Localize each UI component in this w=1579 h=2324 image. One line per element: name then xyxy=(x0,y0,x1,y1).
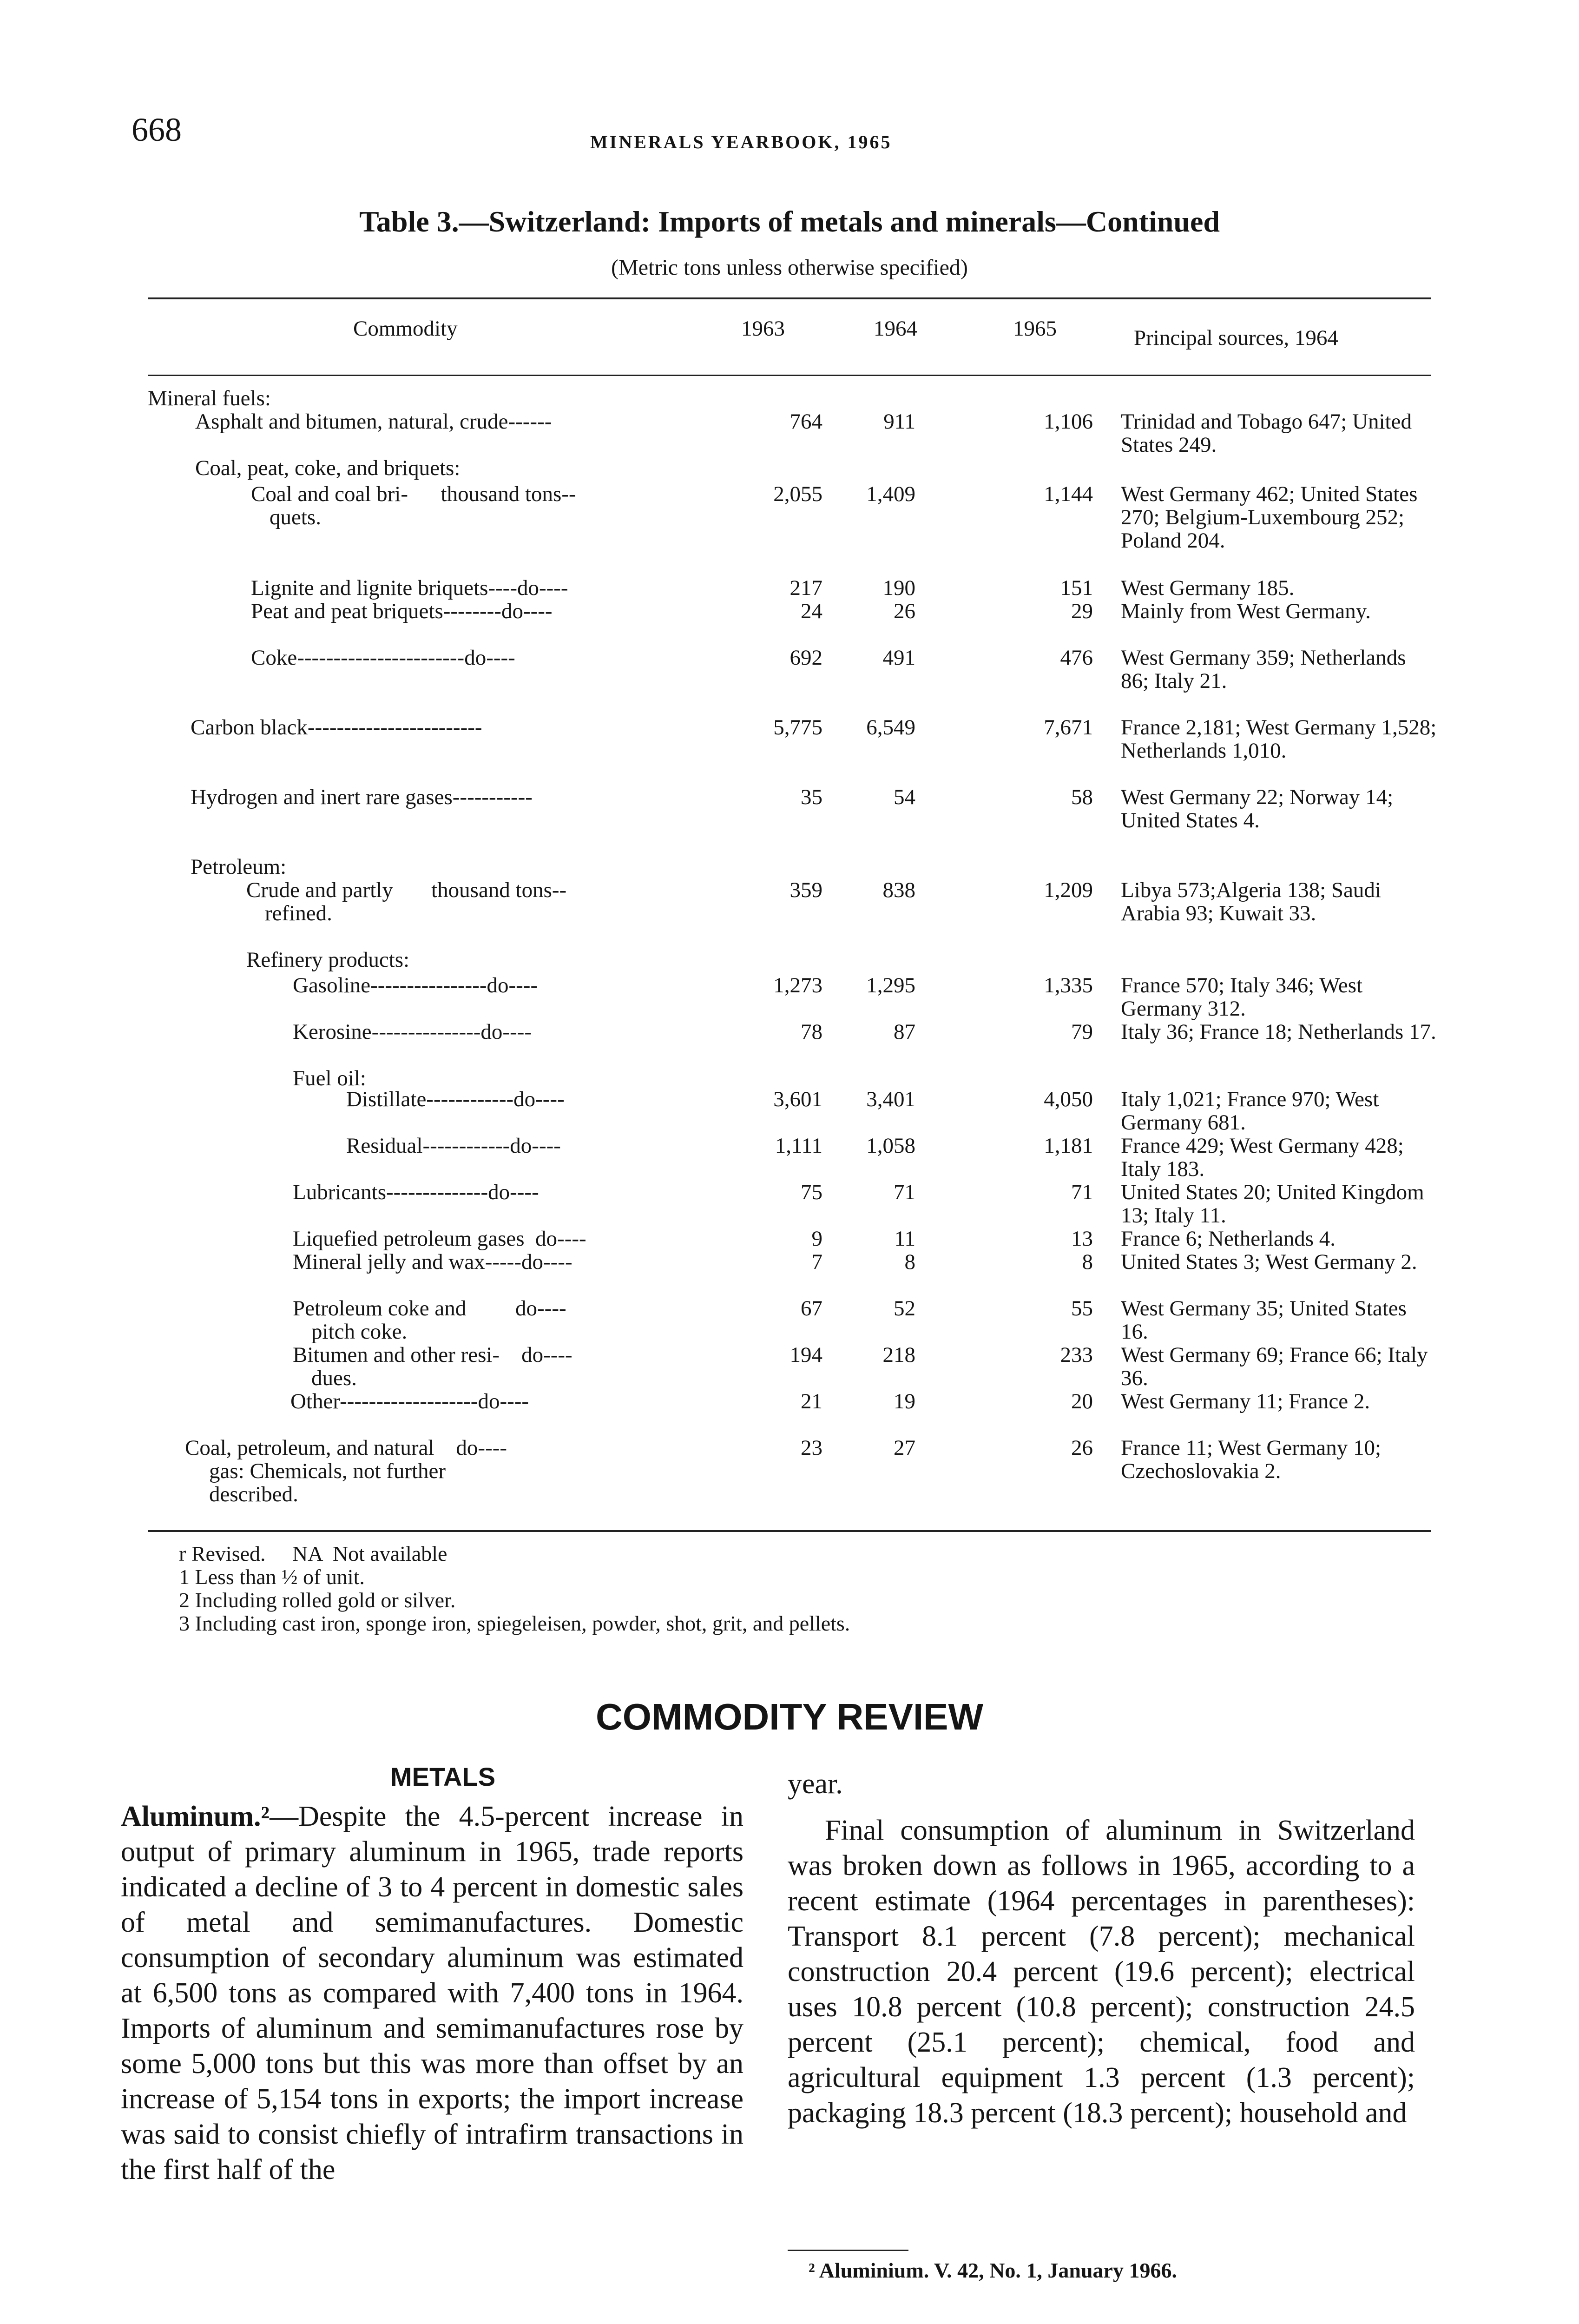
principal-sources: West Germany 462; United States 270; Belgium-Luxembourg 252; Poland 204. xyxy=(1121,482,1418,553)
left-column-text xyxy=(121,1799,743,2187)
row-label: Petroleum: xyxy=(191,855,287,879)
value-1963: 1,111 xyxy=(775,1134,822,1158)
value-1963: 23 xyxy=(801,1436,822,1460)
table-subtitle: (Metric tons unless otherwise specified) xyxy=(611,255,968,280)
row-label: Liquefied petroleum gases do---- xyxy=(293,1227,586,1251)
row-label-continued: gas: Chemicals, not further xyxy=(209,1459,446,1483)
value-1963: 7 xyxy=(811,1250,822,1274)
row-label: Other-------------------do---- xyxy=(290,1389,529,1413)
value-1965: 7,671 xyxy=(1044,715,1093,739)
value-1965: 151 xyxy=(1060,576,1093,600)
row-label-continued: described. xyxy=(209,1482,298,1506)
table-footnote: 2 Including rolled gold or silver. xyxy=(179,1588,456,1612)
value-1965: 8 xyxy=(1082,1250,1093,1274)
row-label: Bitumen and other resi- do---- xyxy=(293,1343,572,1367)
value-1963: 217 xyxy=(790,576,822,600)
row-label: Residual------------do---- xyxy=(346,1134,561,1158)
value-1964: 11 xyxy=(894,1227,915,1251)
value-1964: 52 xyxy=(894,1296,915,1320)
table-bottom-rule xyxy=(148,1530,1431,1532)
column-header-1964: 1964 xyxy=(874,317,917,341)
table-footnote: 1 Less than ½ of unit. xyxy=(179,1565,365,1589)
value-1964: 71 xyxy=(894,1180,915,1204)
page-number: 668 xyxy=(132,111,182,148)
value-1964: 218 xyxy=(882,1343,915,1367)
principal-sources: Trinidad and Tobago 647; United States 249. xyxy=(1121,409,1412,457)
value-1964: 87 xyxy=(894,1020,915,1044)
value-1963: 9 xyxy=(811,1227,822,1251)
value-1965: 1,209 xyxy=(1044,878,1093,902)
value-1963: 194 xyxy=(790,1343,822,1367)
paragraph-body: —Despite the 4.5-percent increase in output of primary aluminum in 1965, trade reports indicated a decline of 3 to 4 percent in domestic sales of metal and semimanufactures. Domestic consumption of secondary aluminum was estimated at 6,500 tons as compared with 7,400 tons in 1964. Imports of aluminum and semimanufactures rose by some 5,000 tons but this was more than offset by an increase of 5,154 tons in exports; the import increase was said to consist chiefly of intrafirm transactions in the first half of the xyxy=(121,1801,743,2185)
row-label: Coal, petroleum, and natural do---- xyxy=(185,1436,507,1460)
value-1965: 79 xyxy=(1071,1020,1093,1044)
principal-sources: France 429; West Germany 428; Italy 183. xyxy=(1121,1134,1404,1181)
value-1964: 1,058 xyxy=(866,1134,915,1158)
principal-sources: West Germany 69; France 66; Italy 36. xyxy=(1121,1343,1428,1390)
table-footnote: 3 Including cast iron, sponge iron, spiegeleisen, powder, shot, grit, and pellets. xyxy=(179,1611,850,1635)
value-1965: 476 xyxy=(1060,646,1093,670)
running-head: MINERALS YEARBOOK, 1965 xyxy=(590,132,892,152)
value-1963: 21 xyxy=(801,1389,822,1413)
row-label: Carbon black------------------------ xyxy=(191,715,482,739)
row-label: Kerosine---------------do---- xyxy=(293,1020,532,1044)
row-label: Hydrogen and inert rare gases----------- xyxy=(191,785,533,809)
row-label: Petroleum coke and do---- xyxy=(293,1296,566,1320)
value-1964: 3,401 xyxy=(866,1087,915,1111)
value-1964: 54 xyxy=(894,785,915,809)
principal-sources: West Germany 359; Netherlands 86; Italy 21. xyxy=(1121,646,1406,693)
column-header-1965: 1965 xyxy=(1013,317,1057,341)
principal-sources: West Germany 11; France 2. xyxy=(1121,1389,1370,1413)
value-1964: 838 xyxy=(882,878,915,902)
row-label: Mineral fuels: xyxy=(148,386,271,410)
value-1964: 1,295 xyxy=(866,973,915,997)
row-label: Fuel oil: xyxy=(293,1066,366,1090)
row-label: Asphalt and bitumen, natural, crude------ xyxy=(195,409,552,434)
value-1965: 13 xyxy=(1071,1227,1093,1251)
value-1965: 1,144 xyxy=(1044,482,1093,506)
value-1965: 1,181 xyxy=(1044,1134,1093,1158)
row-label-continued: refined. xyxy=(265,901,332,925)
principal-sources: Mainly from West Germany. xyxy=(1121,599,1371,623)
column-header-sources: Principal sources, 1964 xyxy=(1134,326,1338,350)
value-1964: 6,549 xyxy=(866,715,915,739)
footnote-rule xyxy=(788,2250,908,2251)
value-1964: 26 xyxy=(894,599,915,623)
value-1965: 233 xyxy=(1060,1343,1093,1367)
table-title: Table 3.—Switzerland: Imports of metals and minerals—Continued xyxy=(359,205,1220,238)
principal-sources: Libya 573;Algeria 138; Saudi Arabia 93; Kuwait 33. xyxy=(1121,878,1381,925)
row-label-continued: quets. xyxy=(270,505,321,529)
paragraph-lead: Aluminum.² xyxy=(121,1801,270,1832)
column-header-commodity: Commodity xyxy=(353,317,458,341)
principal-sources: West Germany 35; United States 16. xyxy=(1121,1296,1407,1344)
value-1964: 911 xyxy=(883,409,915,434)
principal-sources: West Germany 185. xyxy=(1121,576,1295,600)
principal-sources: France 11; West Germany 10; Czechoslovakia 2. xyxy=(1121,1436,1382,1483)
row-label: Coal and coal bri- thousand tons-- xyxy=(251,482,576,506)
value-1963: 3,601 xyxy=(773,1087,822,1111)
principal-sources: Italy 36; France 18; Netherlands 17. xyxy=(1121,1020,1436,1044)
value-1965: 55 xyxy=(1071,1296,1093,1320)
row-label: Lubricants--------------do---- xyxy=(293,1180,539,1204)
column-header-1963: 1963 xyxy=(741,317,785,341)
row-label: Refinery products: xyxy=(246,948,410,972)
principal-sources: United States 20; United Kingdom 13; Italy 11. xyxy=(1121,1180,1424,1228)
paragraph-body: Final consumption of aluminum in Switzerland was broken down as follows in 1965, according to a recent estimate (1964 percentages in parentheses): Transport 8.1 percent (7.8 percent); mechanical construction 20.4 percent (19.6 percent); electrical uses 10.8 percent (10.8 percent); construction 24.5 percent (25.1 percent); chemical, food and agricultural equipment 1.3 percent (1.3 percent); packaging 18.3 percent (18.3 percent); household and xyxy=(788,1815,1415,2129)
principal-sources: United States 3; West Germany 2. xyxy=(1121,1250,1417,1274)
principal-sources: France 2,181; West Germany 1,528; Netherlands 1,010. xyxy=(1121,715,1437,763)
principal-sources: France 6; Netherlands 4. xyxy=(1121,1227,1336,1251)
row-label: Crude and partly thousand tons-- xyxy=(246,878,567,902)
value-1965: 20 xyxy=(1071,1389,1093,1413)
value-1963: 2,055 xyxy=(773,482,822,506)
principal-sources: France 570; Italy 346; West Germany 312. xyxy=(1121,973,1363,1021)
value-1964: 27 xyxy=(894,1436,915,1460)
principal-sources: West Germany 22; Norway 14; United States 4. xyxy=(1121,785,1394,832)
table-header-rule xyxy=(148,375,1431,376)
value-1965: 29 xyxy=(1071,599,1093,623)
right-column-text xyxy=(788,1766,1415,2131)
value-1965: 4,050 xyxy=(1044,1087,1093,1111)
row-label: Coal, peat, coke, and briquets: xyxy=(195,456,461,480)
row-label: Mineral jelly and wax-----do---- xyxy=(293,1250,572,1274)
value-1965: 1,106 xyxy=(1044,409,1093,434)
section-heading: COMMODITY REVIEW xyxy=(595,1696,984,1737)
row-label: Distillate------------do---- xyxy=(346,1087,565,1111)
value-1965: 58 xyxy=(1071,785,1093,809)
value-1964: 19 xyxy=(894,1389,915,1413)
value-1963: 78 xyxy=(801,1020,822,1044)
value-1964: 190 xyxy=(882,576,915,600)
value-1963: 1,273 xyxy=(773,973,822,997)
value-1963: 67 xyxy=(801,1296,822,1320)
value-1963: 24 xyxy=(801,599,822,623)
row-label: Gasoline----------------do---- xyxy=(293,973,538,997)
paragraph-continuation: year. xyxy=(788,1768,843,1800)
row-label: Coke-----------------------do---- xyxy=(251,646,515,670)
value-1965: 71 xyxy=(1071,1180,1093,1204)
row-label: Peat and peat briquets--------do---- xyxy=(251,599,553,623)
table-top-rule xyxy=(148,297,1431,299)
subheading: METALS xyxy=(390,1762,496,1791)
value-1964: 1,409 xyxy=(866,482,915,506)
row-label: Lignite and lignite briquets----do---- xyxy=(251,576,568,600)
row-label-continued: pitch coke. xyxy=(311,1320,408,1344)
value-1964: 8 xyxy=(904,1250,915,1274)
table-footnote: r Revised. NA Not available xyxy=(179,1542,447,1565)
text-footnote: ² Aluminium. V. 42, No. 1, January 1966. xyxy=(809,2258,1177,2282)
value-1963: 764 xyxy=(790,409,822,434)
value-1963: 5,775 xyxy=(773,715,822,739)
value-1965: 26 xyxy=(1071,1436,1093,1460)
row-label-continued: dues. xyxy=(311,1366,357,1390)
value-1963: 75 xyxy=(801,1180,822,1204)
value-1964: 491 xyxy=(882,646,915,670)
value-1965: 1,335 xyxy=(1044,973,1093,997)
value-1963: 35 xyxy=(801,785,822,809)
principal-sources: Italy 1,021; France 970; West Germany 681. xyxy=(1121,1087,1379,1135)
value-1963: 359 xyxy=(790,878,822,902)
value-1963: 692 xyxy=(790,646,822,670)
